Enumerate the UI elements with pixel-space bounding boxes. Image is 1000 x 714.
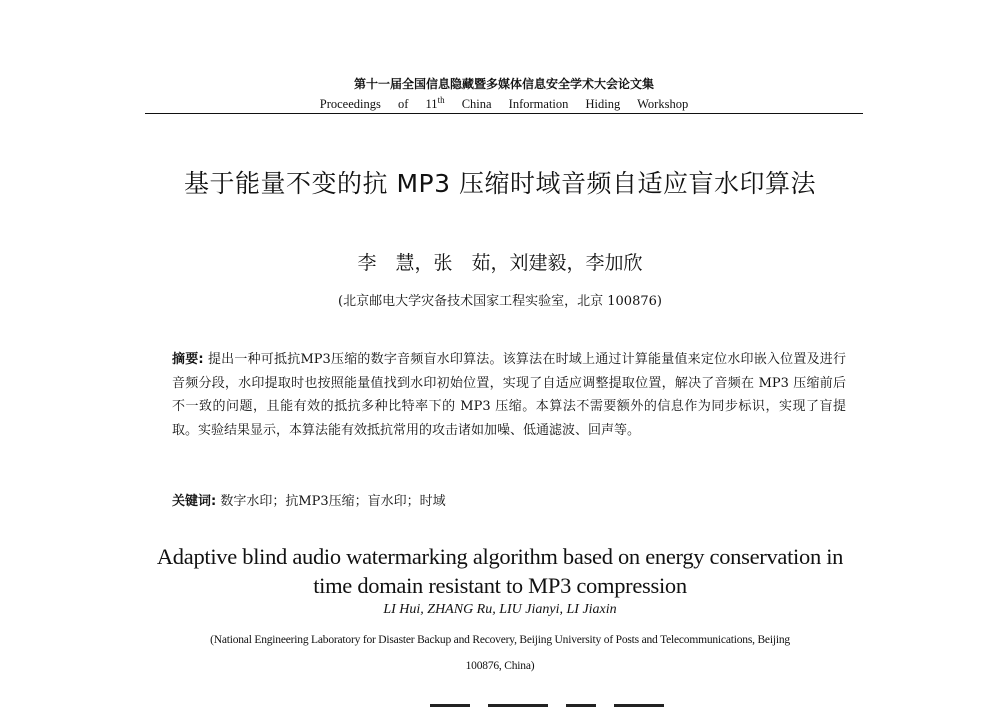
abstract-label: 摘要: bbox=[172, 352, 204, 367]
author-list: 李 慧，张 茹，刘建毅，李加欣 bbox=[357, 252, 643, 274]
text-fragment bbox=[430, 704, 470, 707]
english-title-line1: Adaptive blind audio watermarking algorithm based on energy conservation in bbox=[156, 544, 844, 569]
header-chinese: 第十一届全国信息隐藏暨多媒体信息安全学术大会论文集 bbox=[353, 77, 654, 91]
affiliation: (北京邮电大学灾备技术国家工程实验室，北京 100876) bbox=[338, 294, 662, 309]
abstract bbox=[172, 348, 846, 442]
keywords-text: 数字水印；抗MP3压缩；盲水印；时域 bbox=[216, 494, 446, 509]
english-affiliation-line2: 100876, China) bbox=[465, 660, 535, 672]
header-en-sup: th bbox=[437, 95, 445, 105]
header-en-suffix: China Information Hiding Workshop bbox=[444, 97, 689, 112]
header-rule bbox=[145, 113, 863, 114]
text-fragment bbox=[566, 704, 596, 707]
running-header bbox=[145, 76, 863, 112]
keywords bbox=[172, 490, 846, 514]
text-fragment bbox=[488, 704, 548, 707]
header-english bbox=[145, 92, 863, 112]
abstract-text: 提出一种可抵抗MP3压缩的数字音频盲水印算法。该算法在时域上通过计算能量值来定位水印嵌入位置及进行音频分段，水印提取时也按照能量值找到水印初始位置，实现了自适应调整提取位置，解决了音频在 MP3 压缩前后不一致的问题，且能有效的抵抗多种比特率下的 MP3 压缩。本算法不需要额外的信息作为同步标识，实现了盲提取。实验结果显示，本算法能有效抵抗常用的攻击诸如加噪、低通滤波、回声等。 bbox=[172, 352, 846, 438]
english-title bbox=[0, 542, 1000, 600]
english-authors: LI Hui, ZHANG Ru, LIU Jianyi, LI Jiaxin bbox=[383, 602, 617, 617]
keywords-label: 关键词: bbox=[172, 494, 217, 509]
paper-title: 基于能量不变的抗 MP3 压缩时域音频自适应盲水印算法 bbox=[184, 169, 816, 198]
english-affiliation-line1: (National Engineering Laboratory for Disaster Backup and Recovery, Beijing University of Posts and Telecommunications, Beijing bbox=[210, 634, 790, 646]
text-fragment bbox=[614, 704, 664, 707]
english-affiliation bbox=[150, 627, 850, 679]
header-en-prefix: Proceedings of 11 bbox=[319, 97, 438, 112]
cropped-next-line bbox=[430, 704, 830, 714]
english-title-line2: time domain resistant to MP3 compression bbox=[313, 573, 687, 598]
